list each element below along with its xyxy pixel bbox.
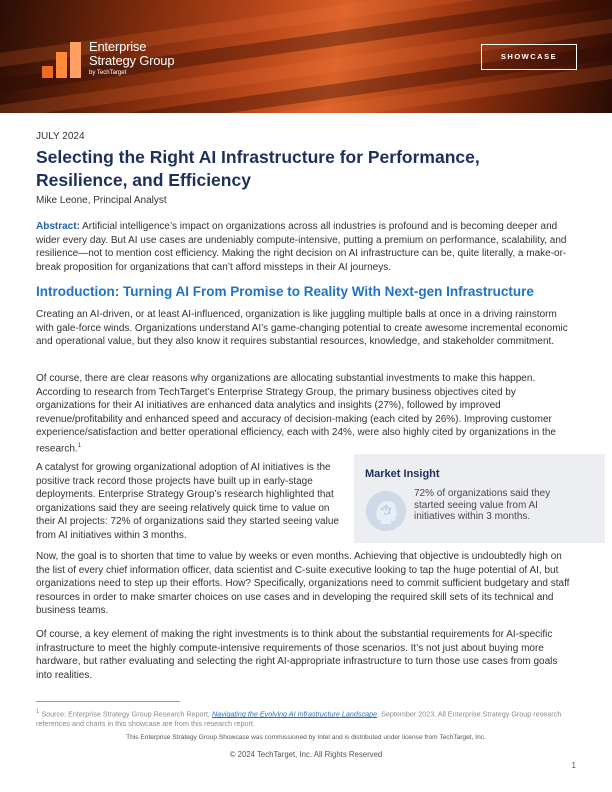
insight-text: 72% of organizations said they started seeing value from AI initiatives within 3 months. [414,488,551,522]
footnote-prefix: Source: Enterprise Strategy Group Research Report, [39,709,212,719]
body-paragraph: A catalyst for growing organizational adoption of AI initiatives is the positive track record those projects have built up in early-stage deployments. Enterprise Strategy Group’s research highlighted that organizations said they are seeing relatively quick time to value on their AI projects: 72% of organizations said they started seeing value from AI initiatives within 3 months. [36,462,339,541]
report-link[interactable]: Navigating the Evolving AI Infrastructure Landscape [211,709,378,719]
logo-byline: by TechTarget [89,70,127,76]
page-title: Selecting the Right AI Infrastructure for Performance, Resilience, and Efficiency [36,147,480,190]
copyright: © 2024 TechTarget, Inc. All Rights Reserved [229,750,383,759]
logo-line-1: Enterprise [89,39,147,54]
footnote [36,707,576,729]
author-line: Mike Leone, Principal Analyst [36,195,167,206]
insight-heading: Market Insight [365,468,440,480]
body-paragraph: Creating an AI-driven, or at least AI-influenced, organization is like juggling multiple balls at once in a driving rainstorm with gale-force winds. Organizations understand AI’s game-changing potential to create awesome incremental economic and operational value, but they also know it requires substantial resources, knowledge, and stakeholder commitment. [36,309,568,348]
abstract-label: Abstract: [36,221,80,232]
publication-date: JULY 2024 [36,131,85,142]
brain-head-icon [366,491,406,531]
license-notice: This Enterprise Strategy Group Showcase was commissioned by Intel and is distributed under license from TechTarget, Inc. [126,734,486,741]
body-paragraph [36,372,576,456]
section-heading: Introduction: Turning AI From Promise to Reality With Next-gen Infrastructure [36,284,534,299]
body-paragraph: Now, the goal is to shorten that time to value by weeks or even months. Achieving that objective is undoubtedly high on the list of every chief information officer, data scientist and C-suite executive looking to tap the huge potential of AI, but organizations need to step up their efforts. How? Specifically, organizations need to commit sufficient budgetary and staff resources in order to make smarter choices on use cases and in developing the required skill sets of its technical and business teams. [36,551,570,617]
showcase-badge: SHOWCASE [481,44,577,70]
abstract [36,220,576,274]
esg-logo [42,40,174,78]
footnote-number: 1 [36,709,40,715]
footnote-suffix: , September 2023. All Enterprise Strategy Group research references and charts in this showcase are from this research report. [36,709,562,729]
page-number: 1 [571,761,576,770]
body-paragraph: Of course, a key element of making the right investments is to think about the substantial requirements for AI-specific infrastructure to meet the highly compute-intensive requirements of those scenarios. It’s not just about buying more hardware, but rather evaluating and selecting the right AI-appropriate infrastructure to turn those use cases from goals into realities. [36,629,558,681]
market-insight-box [354,454,605,543]
header-banner [0,0,612,113]
logo-line-2: Strategy Group [89,53,175,68]
paragraph-text: Of course, there are clear reasons why organizations are allocating substantial investments to make this happen. According to research from TechTarget’s Enterprise Strategy Group, the primary business objectives cited by organizations for their AI initiatives are enhanced data analytics and insights (27%), followed by improved revenue/profitability and enhanced speed and accuracy of decision-making (each cited by 26%). Improving customer experience/satisfaction and better operational efficiency, each with 24%, were also highly cited by organizations in the research. [36,373,556,455]
footnote-divider [36,701,180,702]
abstract-text: Artificial intelligence’s impact on organizations across all industries is profound and is becoming deeper and wider every day. But AI use cases are undeniably compute-intensive, putting a premium on performance, scalability, and resilience—not to mention cost efficiency. Making the right decision on AI infrastructure can be, quite literally, a make-or-break proposition for organizations that can’t afford missteps in their AI journeys. [36,221,567,273]
footnote-ref: 1 [77,442,82,449]
logo-bars-icon [42,42,82,78]
